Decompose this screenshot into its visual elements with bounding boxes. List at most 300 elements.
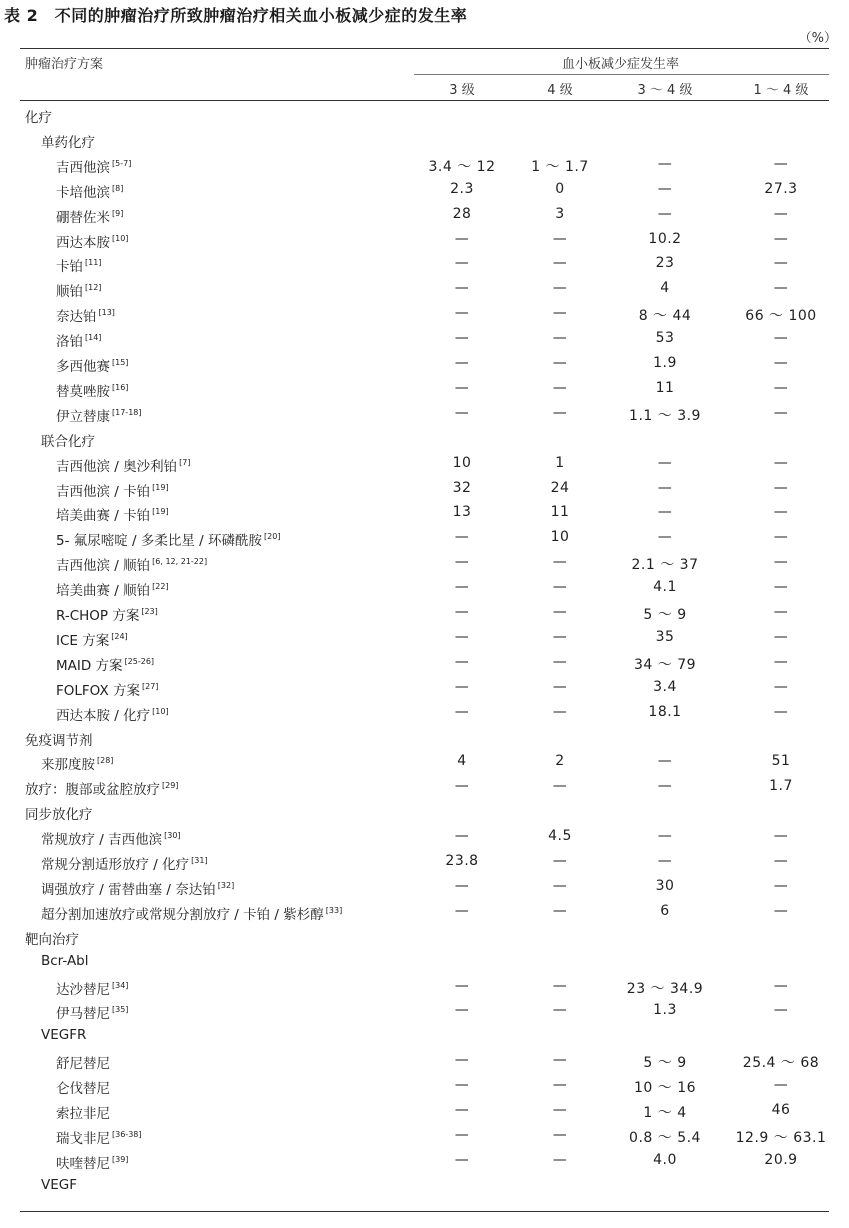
cell-grade-3: —	[454, 529, 470, 546]
reference-marker: [36-38]	[112, 1129, 142, 1139]
reference-marker: [27]	[141, 681, 159, 691]
table-row	[20, 128, 829, 153]
cell-grade-4: —	[552, 653, 568, 670]
cell-grade-4: —	[552, 255, 568, 272]
row-label	[41, 1177, 77, 1193]
cell-grade-3-4: 8 ～ 44	[638, 308, 692, 325]
cell-grade-4: —	[552, 230, 568, 247]
row-label	[25, 778, 178, 798]
row-label	[56, 978, 128, 998]
table-row	[20, 701, 829, 726]
cell-grade-4: —	[552, 579, 568, 596]
cell-grade-4: —	[552, 379, 568, 396]
reference-marker: [34]	[112, 980, 129, 990]
table-row	[20, 1149, 829, 1174]
cell-grade-4: 3	[555, 205, 565, 222]
table-row	[20, 726, 829, 751]
cell-grade-3-4: 2.1 ～ 37	[631, 557, 699, 574]
cell-grade-4: —	[552, 355, 568, 371]
cell-grade-3-4: —	[657, 454, 673, 471]
cell-grade-4: —	[552, 1102, 568, 1118]
reference-marker: [17-18]	[112, 407, 142, 417]
row-label	[56, 679, 158, 699]
row-label-text: 卡培他滨	[56, 184, 110, 201]
row-label-text: 硼替佐米	[56, 209, 110, 226]
cell-grade-1-4: —	[773, 255, 789, 272]
row-label-text: 达沙替尼	[56, 981, 110, 998]
table-row	[20, 576, 829, 601]
cell-grade-3-4: 35	[655, 628, 675, 645]
cell-grade-3-4: 1.3	[653, 1002, 677, 1019]
reference-marker: [30]	[164, 831, 181, 841]
table-row	[20, 975, 829, 1000]
table-row	[20, 626, 829, 651]
cell-grade-3-4: 18.1	[648, 703, 682, 720]
row-label	[56, 529, 280, 549]
cell-grade-4: —	[552, 853, 568, 869]
cell-grade-1-4: —	[773, 977, 789, 994]
unit-label: （%）	[798, 31, 837, 46]
header-group-rule	[414, 74, 829, 75]
row-label-text: 顺铂	[56, 284, 83, 301]
cell-grade-3: —	[454, 280, 470, 297]
reference-marker: [7]	[179, 457, 191, 467]
table-row	[20, 775, 829, 800]
cell-grade-3-4: 0.8 ～ 5.4	[629, 1129, 701, 1146]
header-grade-3: 3 级	[449, 83, 475, 98]
reference-marker: [24]	[111, 631, 128, 641]
cell-grade-1-4: —	[773, 355, 789, 371]
row-label	[56, 405, 142, 425]
cell-grade-3-4: 1 ～ 4	[643, 1105, 687, 1121]
row-label-text: 吉西他滨 / 顺铂	[56, 558, 151, 575]
cell-grade-4: —	[552, 305, 568, 322]
cell-grade-3: —	[454, 703, 470, 720]
cell-grade-3-4: 1.1 ～ 3.9	[629, 407, 701, 424]
reference-marker: [35]	[112, 1005, 129, 1015]
row-label-text: ICE 方案	[56, 632, 110, 649]
reference-marker: [8]	[112, 183, 124, 193]
row-label-text: 洛铂	[56, 334, 83, 351]
cell-grade-4: —	[552, 330, 568, 347]
cell-grade-1-4: 27.3	[764, 180, 798, 197]
cell-grade-3: —	[454, 330, 470, 347]
cell-grade-4: 1	[555, 454, 565, 471]
cell-grade-3: —	[454, 902, 470, 919]
cell-grade-4: —	[552, 1077, 568, 1094]
reference-marker: [14]	[85, 333, 102, 343]
table-row	[20, 277, 829, 302]
table-row	[20, 750, 829, 775]
header-incidence-group: 血小板减少症发生率	[561, 57, 679, 72]
reference-marker: [5-7]	[112, 158, 132, 168]
row-label-text: 替莫唑胺	[56, 383, 110, 400]
cell-grade-3: —	[454, 1002, 470, 1019]
cell-grade-1-4: 51	[771, 753, 791, 770]
row-label-text: 伊马替尼	[56, 1006, 110, 1023]
row-label	[56, 504, 169, 524]
table-row	[20, 950, 829, 975]
cell-grade-3-4: 30	[655, 877, 675, 894]
row-label	[56, 305, 115, 325]
cell-grade-3: 2.3	[450, 180, 474, 197]
row-label	[56, 1152, 128, 1172]
cell-grade-3: —	[454, 579, 470, 596]
cell-grade-1-4: —	[773, 853, 789, 869]
table-row	[20, 1074, 829, 1099]
cell-grade-3-4: 53	[655, 330, 675, 347]
row-label-text: 联合化疗	[41, 433, 95, 450]
table-row	[20, 551, 829, 576]
cell-grade-3-4: 34 ～ 79	[633, 656, 697, 673]
row-label	[56, 604, 158, 624]
row-label-text: 索拉非尼	[56, 1106, 110, 1122]
cell-grade-3: —	[454, 828, 470, 845]
table-row	[20, 252, 829, 277]
cell-grade-4: —	[552, 1052, 568, 1069]
cell-grade-1-4: 46	[771, 1102, 791, 1118]
cell-grade-3: —	[454, 355, 470, 371]
reference-marker: [12]	[85, 283, 102, 293]
row-label-text: 奈达铂	[56, 309, 97, 326]
cell-grade-1-4: —	[773, 628, 789, 645]
cell-grade-3: 23.8	[445, 853, 479, 869]
cell-grade-3: —	[454, 305, 470, 322]
row-label	[56, 1052, 110, 1072]
row-label-text: 多西他赛	[56, 359, 110, 375]
row-label	[56, 455, 190, 475]
reference-marker: [25-26]	[124, 656, 155, 666]
table-row	[20, 327, 829, 352]
cell-grade-3-4: 5 ～ 9	[643, 1055, 687, 1072]
cell-grade-3: —	[454, 255, 470, 272]
cell-grade-3: —	[454, 877, 470, 894]
cell-grade-3: —	[454, 778, 470, 795]
table-row	[20, 676, 829, 701]
reference-marker: [33]	[325, 905, 343, 915]
cell-grade-3: 28	[452, 205, 472, 222]
row-label	[56, 704, 169, 724]
cell-grade-3-4: 4.0	[653, 1151, 677, 1168]
row-label	[56, 1127, 142, 1147]
cell-grade-3-4: —	[657, 853, 673, 869]
bottom-rule	[20, 1211, 829, 1212]
table-row	[20, 875, 829, 900]
cell-grade-3: —	[454, 404, 470, 421]
cell-grade-1-4: 66 ～ 100	[745, 308, 817, 325]
cell-grade-1-4: 12.9 ～ 63.1	[735, 1129, 827, 1146]
cell-grade-4: —	[552, 404, 568, 421]
cell-grade-1-4: —	[773, 877, 789, 894]
table-row	[20, 526, 829, 551]
cell-grade-4: 4.5	[548, 828, 572, 845]
row-label-text: 卡铂	[56, 259, 83, 276]
cell-grade-1-4: —	[773, 330, 789, 347]
row-label	[56, 654, 154, 674]
row-label	[41, 131, 95, 151]
reference-marker: [10]	[152, 706, 169, 716]
cell-grade-3-4: 23	[655, 255, 675, 272]
row-label-text: Bcr-Abl	[41, 952, 89, 969]
table-row	[20, 302, 829, 327]
cell-grade-4: —	[552, 703, 568, 720]
reference-marker: [31]	[191, 856, 208, 865]
row-label	[56, 480, 169, 500]
row-label-text: 吉西他滨 / 卡铂	[56, 483, 151, 500]
reference-marker: [23]	[141, 607, 158, 616]
row-label	[56, 629, 128, 649]
row-label-text: 单药化疗	[41, 134, 95, 151]
reference-marker: [32]	[217, 880, 235, 890]
cell-grade-3: —	[454, 1102, 470, 1118]
cell-grade-3-4: —	[657, 479, 673, 496]
table-row	[20, 427, 829, 452]
row-label-text: MAID 方案	[56, 657, 123, 674]
cell-grade-3-4: 4	[660, 280, 670, 297]
cell-grade-4: —	[552, 1126, 568, 1143]
cell-grade-1-4: —	[773, 379, 789, 396]
row-label-text: 来那度胺	[41, 757, 95, 774]
table-row	[20, 651, 829, 676]
cell-grade-3-4: —	[657, 205, 673, 222]
table-row	[20, 1124, 829, 1149]
cell-grade-3: —	[454, 379, 470, 396]
table-row	[20, 228, 829, 253]
row-label-text: 靶向治疗	[25, 931, 79, 948]
row-label-text: VEGFR	[41, 1027, 87, 1044]
row-label	[56, 181, 123, 201]
cell-grade-1-4: —	[773, 529, 789, 546]
reference-marker: [10]	[112, 233, 129, 243]
cell-grade-1-4: —	[773, 902, 789, 919]
cell-grade-3-4: 10.2	[648, 230, 682, 247]
cell-grade-3-4: 4.1	[653, 579, 677, 596]
row-label	[41, 878, 234, 898]
row-label-text: 舒尼替尼	[56, 1056, 110, 1073]
cell-grade-4: —	[552, 678, 568, 695]
cell-grade-3-4: 11	[655, 379, 675, 396]
cell-grade-3: —	[454, 653, 470, 670]
reference-marker: [20]	[264, 532, 281, 542]
cell-grade-3: —	[454, 1126, 470, 1143]
row-label	[56, 1002, 128, 1022]
row-label	[56, 380, 128, 400]
row-label-text: 仑伐替尼	[56, 1081, 110, 1098]
table-row	[20, 178, 829, 203]
row-label-text: 吉西他滨 / 奥沙利铂	[56, 458, 178, 475]
cell-grade-3-4: —	[657, 828, 673, 845]
reference-marker: [22]	[152, 582, 169, 592]
row-label	[41, 953, 89, 969]
cell-grade-1-4: —	[773, 1002, 789, 1019]
row-label-text: 呋喹替尼	[56, 1155, 110, 1172]
table-row	[20, 850, 829, 875]
cell-grade-3: —	[454, 628, 470, 645]
cell-grade-3-4: 23 ～ 34.9	[626, 980, 704, 997]
cell-grade-1-4: —	[773, 678, 789, 695]
row-label-text: FOLFOX 方案	[56, 682, 140, 699]
cell-grade-1-4: —	[773, 504, 789, 521]
table-row	[20, 377, 829, 402]
row-label-text: 西达本胺 / 化疗	[56, 707, 151, 724]
table-row	[20, 800, 829, 825]
cell-grade-1-4: —	[773, 404, 789, 421]
cell-grade-3-4: —	[657, 504, 673, 521]
table-row	[20, 1049, 829, 1074]
cell-grade-4: —	[552, 628, 568, 645]
row-label-text: 放疗：腹部或盆腔放疗	[25, 782, 160, 799]
cell-grade-3: —	[454, 1052, 470, 1069]
header-regimen: 肿瘤治疗方案	[25, 57, 104, 72]
cell-grade-1-4: —	[773, 280, 789, 297]
row-label	[41, 903, 342, 923]
row-label-text: 调强放疗 / 雷替曲塞 / 奈达铂	[41, 881, 216, 898]
cell-grade-3-4: —	[657, 180, 673, 197]
row-label	[25, 729, 93, 749]
cell-grade-1-4: —	[773, 703, 789, 720]
cell-grade-1-4: —	[773, 454, 789, 471]
row-label-text: 伊立替康	[56, 408, 110, 425]
cell-grade-1-4: —	[773, 205, 789, 222]
row-label	[56, 255, 101, 275]
row-label-text: 培美曲赛 / 顺铂	[56, 583, 151, 600]
table-title: 表 2 不同的肿瘤治疗所致肿瘤治疗相关血小板减少症的发生率	[4, 6, 468, 25]
table-row	[20, 601, 829, 626]
cell-grade-3-4: 6	[660, 902, 670, 919]
reference-marker: [11]	[85, 258, 102, 268]
cell-grade-4: —	[552, 554, 568, 571]
row-label-text: R-CHOP 方案	[56, 608, 140, 624]
row-label-text: 西达本胺	[56, 234, 110, 251]
row-label-text: 同步放化疗	[25, 807, 93, 824]
cell-grade-1-4: —	[773, 828, 789, 845]
row-label	[56, 554, 207, 574]
row-label	[41, 828, 181, 848]
table-row	[20, 103, 829, 128]
row-label	[56, 1077, 110, 1097]
reference-marker: [29]	[162, 781, 179, 791]
row-label-text: 免疫调节剂	[25, 732, 93, 749]
row-label-text: 常规放疗 / 吉西他滨	[41, 832, 163, 849]
table-row	[20, 352, 829, 377]
row-label	[25, 928, 79, 948]
cell-grade-1-4: —	[773, 604, 789, 620]
row-label-text: 超分割加速放疗或常规分割放疗 / 卡铂 / 紫杉醇	[41, 906, 324, 923]
cell-grade-3-4: 1.9	[653, 355, 677, 371]
row-label-text: 常规分割适形放疗 / 化疗	[41, 857, 190, 873]
row-label	[56, 330, 101, 350]
cell-grade-4: —	[552, 977, 568, 994]
cell-grade-1-4: 20.9	[764, 1151, 798, 1168]
cell-grade-4: 1 ～ 1.7	[531, 158, 589, 175]
header-grade-4: 4 级	[547, 83, 573, 98]
row-label-text: 化疗	[25, 110, 52, 126]
row-label-text: VEGF	[41, 1176, 77, 1193]
cell-grade-1-4: —	[773, 653, 789, 670]
header-grade-3-4: 3 ～ 4 级	[637, 83, 693, 98]
cell-grade-3: —	[454, 604, 470, 620]
cell-grade-3-4: 3.4	[653, 678, 677, 695]
row-label	[56, 1102, 110, 1122]
row-label-text: 吉西他滨	[56, 159, 110, 176]
cell-grade-3: —	[454, 1077, 470, 1094]
row-label	[41, 853, 208, 873]
table-row	[20, 925, 829, 950]
table-row	[20, 1024, 829, 1049]
cell-grade-3-4: 10 ～ 16	[633, 1080, 697, 1097]
top-rule	[20, 48, 829, 49]
reference-marker: [39]	[112, 1154, 129, 1164]
table-row	[20, 999, 829, 1024]
cell-grade-4: 0	[555, 180, 565, 197]
cell-grade-3: 32	[452, 479, 472, 496]
row-label-text: 5- 氟尿嘧啶 / 多柔比星 / 环磷酰胺	[56, 533, 263, 550]
table-row	[20, 501, 829, 526]
cell-grade-3: 10	[452, 454, 472, 471]
cell-grade-3: 3.4 ～ 12	[428, 158, 496, 175]
cell-grade-4: —	[552, 877, 568, 894]
cell-grade-4: 10	[550, 529, 570, 546]
cell-grade-4: 2	[555, 753, 565, 770]
row-label	[56, 355, 128, 375]
cell-grade-3-4: —	[657, 778, 673, 795]
cell-grade-1-4: —	[773, 230, 789, 247]
cell-grade-3-4: —	[657, 155, 673, 172]
cell-grade-1-4: —	[773, 554, 789, 571]
cell-grade-1-4: —	[773, 155, 789, 172]
reference-marker: [19]	[152, 482, 169, 492]
cell-grade-3: —	[454, 230, 470, 247]
table-row	[20, 1174, 829, 1199]
cell-grade-4: —	[552, 1151, 568, 1168]
reference-marker: [19]	[152, 507, 169, 517]
cell-grade-3: —	[454, 977, 470, 994]
cell-grade-3: —	[454, 1151, 470, 1168]
cell-grade-4: —	[552, 778, 568, 795]
row-label	[41, 753, 113, 773]
cell-grade-1-4: —	[773, 479, 789, 496]
table-row	[20, 1099, 829, 1124]
reference-marker: [16]	[112, 382, 129, 392]
table-row	[20, 900, 829, 925]
reference-marker: [28]	[97, 756, 114, 766]
reference-marker: [13]	[98, 308, 115, 318]
cell-grade-1-4: 25.4 ～ 68	[742, 1055, 820, 1072]
row-label	[25, 803, 93, 823]
row-label	[56, 156, 131, 176]
cell-grade-4: —	[552, 902, 568, 919]
row-label	[41, 430, 95, 450]
reference-marker: [6, 12, 21-22]	[152, 557, 208, 567]
row-label	[56, 231, 128, 251]
row-label	[56, 579, 169, 599]
row-label-text: 瑞戈非尼	[56, 1130, 110, 1147]
cell-grade-4: —	[552, 280, 568, 297]
cell-grade-3: 4	[457, 753, 467, 770]
cell-grade-4: —	[552, 604, 568, 620]
row-label	[25, 106, 52, 126]
reference-marker: [15]	[112, 358, 129, 367]
table-row	[20, 153, 829, 178]
cell-grade-1-4: 1.7	[769, 778, 793, 795]
table-row	[20, 402, 829, 427]
cell-grade-4: 24	[550, 479, 570, 496]
reference-marker: [9]	[112, 208, 124, 218]
cell-grade-1-4: —	[773, 579, 789, 596]
cell-grade-3: 13	[452, 504, 472, 521]
cell-grade-4: 11	[550, 504, 570, 521]
cell-grade-3: —	[454, 678, 470, 695]
